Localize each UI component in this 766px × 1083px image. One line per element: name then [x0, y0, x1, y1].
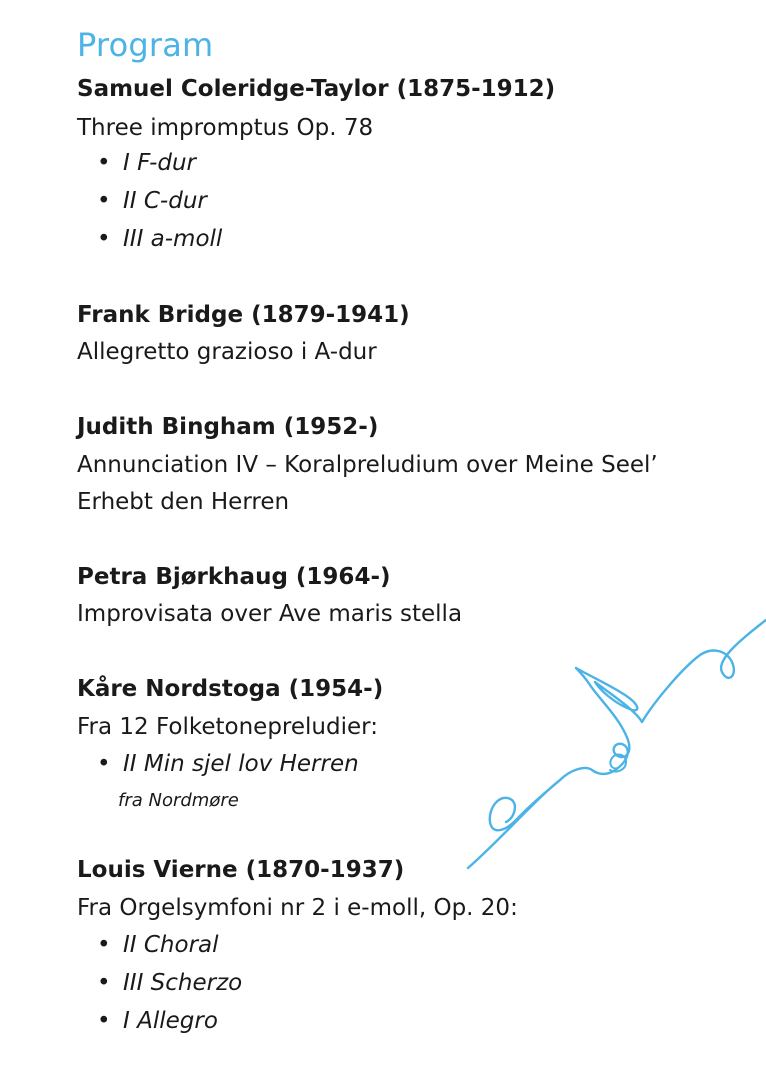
movement-label: II Min sjel lov Herren — [123, 751, 359, 777]
bullet: • — [97, 751, 111, 777]
work-title: Three impromptus Op. 78 — [77, 115, 374, 141]
bullet: • — [97, 1008, 111, 1034]
movement-item — [97, 932, 219, 958]
movement-label: II Choral — [123, 932, 219, 958]
composer-name: Kåre Nordstoga (1954-) — [77, 676, 384, 702]
bullet: • — [97, 970, 111, 996]
squiggle-tail — [490, 780, 560, 830]
movement-label: III Scherzo — [123, 970, 243, 996]
movement-label: I Allegro — [123, 1008, 218, 1034]
movement-note: fra Nordmøre — [118, 790, 239, 811]
bullet: • — [97, 150, 111, 176]
movement-item — [97, 226, 222, 252]
bullet: • — [97, 188, 111, 214]
program-title: Program — [77, 26, 214, 64]
work-title: Fra Orgelsymfoni nr 2 i e-moll, Op. 20: — [77, 895, 518, 921]
composer-name: Judith Bingham (1952-) — [77, 414, 379, 440]
work-title: Allegretto grazioso i A-dur — [77, 339, 377, 365]
work-title: Improvisata over Ave maris stella — [77, 601, 463, 627]
bullet: • — [97, 226, 111, 252]
movement-item — [97, 751, 359, 777]
work-title-continued: Erhebt den Herren — [77, 489, 290, 515]
work-title: Fra 12 Folketonepreludier: — [77, 714, 378, 740]
movement-item — [97, 150, 196, 176]
movement-label: II C-dur — [123, 188, 207, 214]
composer-name: Samuel Coleridge-Taylor (1875-1912) — [77, 76, 556, 102]
composer-name: Louis Vierne (1870-1937) — [77, 857, 405, 883]
composer-name: Petra Bjørkhaug (1964-) — [77, 564, 391, 590]
movement-item — [97, 1008, 218, 1034]
bullet: • — [97, 932, 111, 958]
movement-item — [97, 188, 207, 214]
movement-label: III a-moll — [123, 226, 223, 252]
movement-item — [97, 970, 242, 996]
work-title: Annunciation IV – Koralpreludium over Meine Seel’ — [77, 452, 658, 478]
movement-label: I F-dur — [123, 150, 196, 176]
composer-name: Frank Bridge (1879-1941) — [77, 302, 410, 328]
